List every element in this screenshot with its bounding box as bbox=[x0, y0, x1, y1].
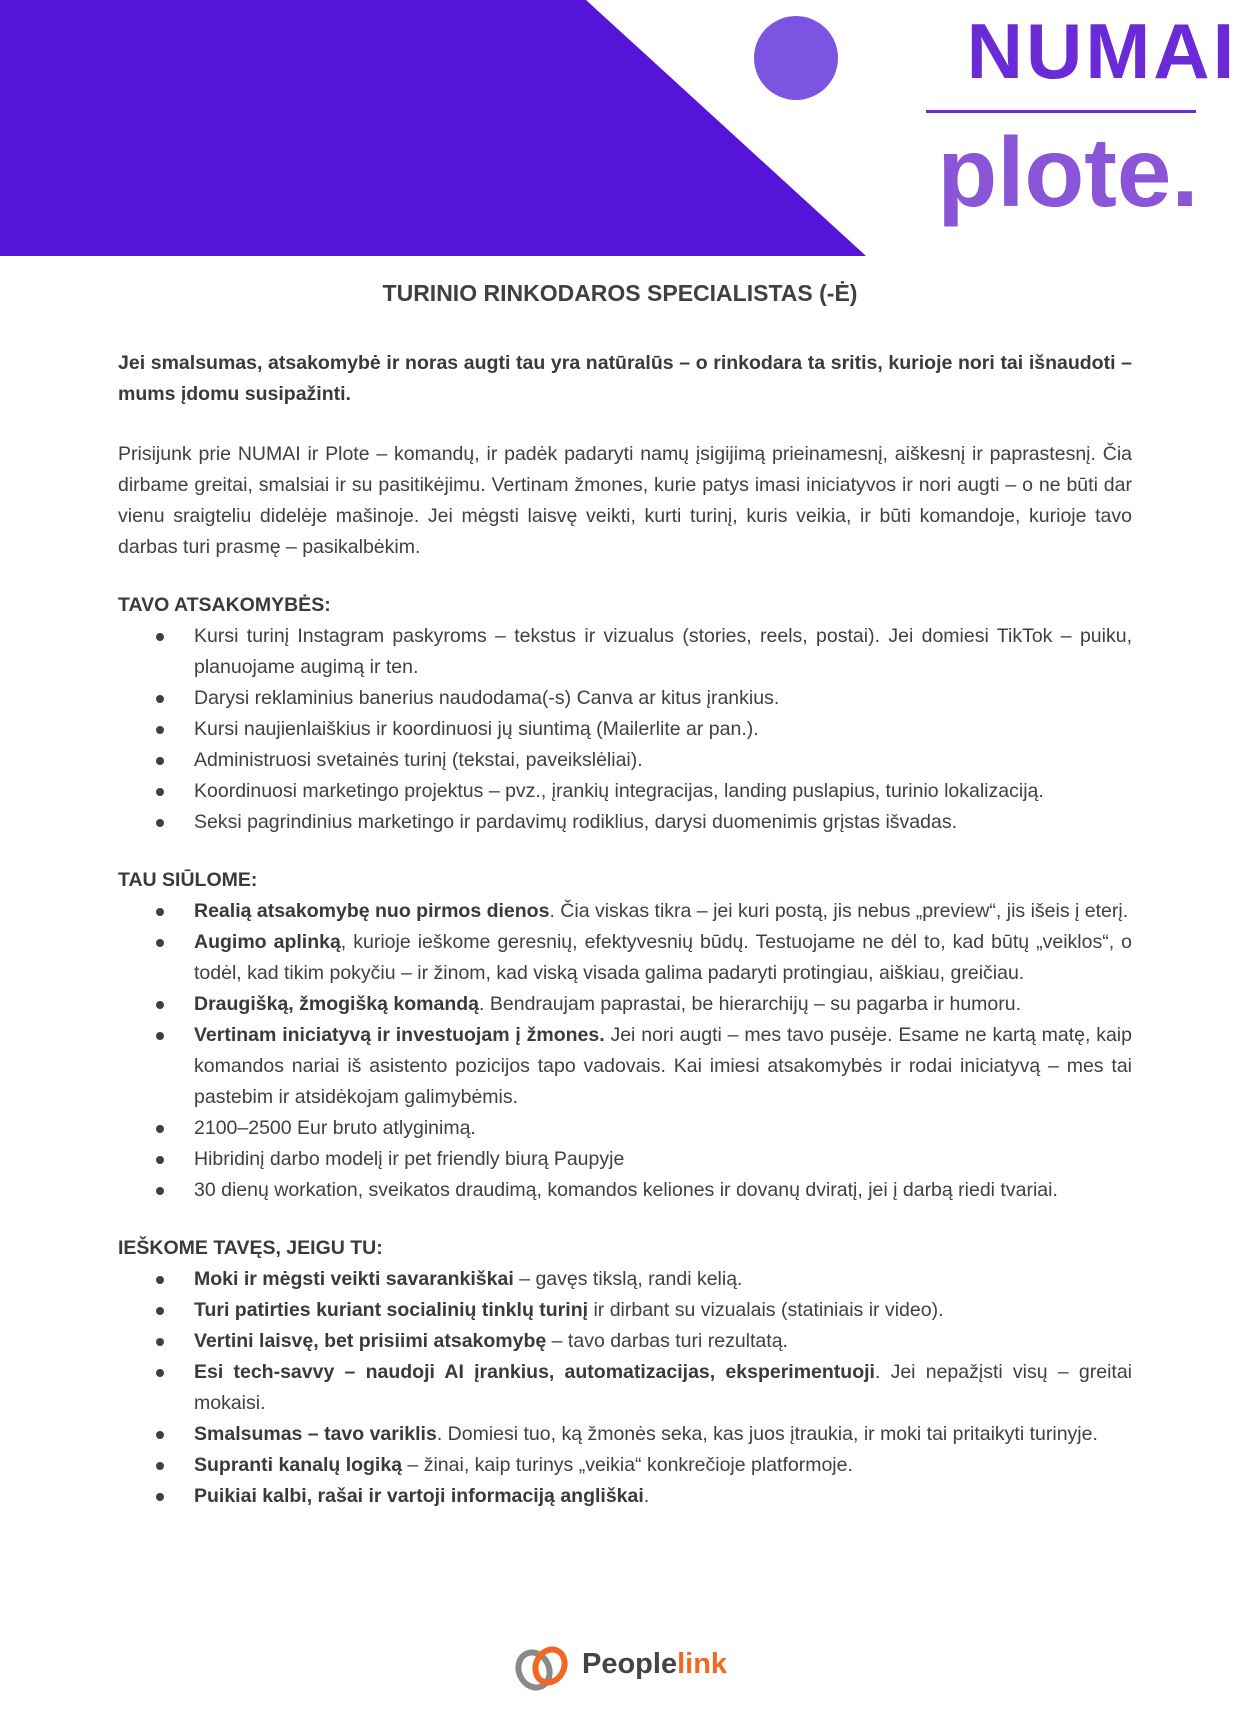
offer-list bbox=[118, 896, 1132, 1206]
brand-logos bbox=[0, 0, 1240, 256]
intro-lead: Jei smalsumas, atsakomybė ir noras augti tau yra natūralūs – o rinkodara ta sritis, kurioje nori tai išnaudoti – mums įdomu susipažinti. bbox=[118, 352, 1132, 405]
list-item: Vertinam iniciatyvą ir investuojam į žmones. Jei nori augti – mes tavo pusėje. Esame ne kartą matę, kaip komandos nariai iš asistento pozicijos tapo vadovais. Kai imiesi atsakomybės ir rodai iniciatyvą – mes tai pastebim ir atsidėkojam galimybėmis. bbox=[118, 1020, 1132, 1113]
bullet-icon bbox=[156, 1493, 164, 1501]
seeking-heading: IEŠKOME TAVĘS, JEIGU TU: bbox=[118, 1237, 383, 1259]
list-item: Puikiai kalbi, rašai ir vartoji informaciją angliškai. bbox=[118, 1481, 1132, 1512]
list-item: Seksi pagrindinius marketingo ir pardavimų rodiklius, darysi duomenimis grįstas išvadas. bbox=[118, 807, 1132, 838]
logo-divider bbox=[926, 110, 1196, 113]
bullet-icon bbox=[156, 1462, 164, 1470]
list-item: Hibridinį darbo modelį ir pet friendly biurą Paupyje bbox=[118, 1144, 1132, 1175]
numai-logo: NUMAI bbox=[966, 7, 1238, 95]
list-item: Moki ir mėgsti veikti savarankiškai – gavęs tikslą, randi kelią. bbox=[118, 1264, 1132, 1295]
bullet-icon bbox=[156, 695, 164, 703]
plote-logo: plote. bbox=[937, 117, 1199, 227]
bullet-icon bbox=[156, 1431, 164, 1439]
job-content bbox=[118, 348, 1132, 1512]
responsibilities-heading: TAVO ATSAKOMYBĖS: bbox=[118, 594, 331, 616]
bullet-icon bbox=[156, 1187, 164, 1195]
list-item: 30 dienų workation, sveikatos draudimą, komandos keliones ir dovanų dviratį, jei į darbą riedi tvariai. bbox=[118, 1175, 1132, 1206]
bullet-icon bbox=[156, 1276, 164, 1284]
responsibilities-list bbox=[118, 621, 1132, 838]
bullet-icon bbox=[156, 1032, 164, 1040]
intro-body: Prisijunk prie NUMAI ir Plote – komandų, ir padėk padaryti namų įsigijimą prieinamesnį, aiškesnį ir paprastesnį. Čia dirbame greitai, smalsiai ir su pasitikėjimu. Vertinam žmones, kurie patys imasi iniciatyvos ir nori augti – o ne būti dar vienu sraigteliu didelėje mašinoje. Jei mėgsti laisvę veikti, kurti turinį, kuris veikia, ir būti komandoje, kurioje tavo darbas turi prasmę – pasikalbėkim. bbox=[118, 443, 1132, 558]
peoplelink-logo bbox=[510, 1640, 750, 1696]
bullet-icon bbox=[156, 633, 164, 641]
bullet-icon bbox=[156, 1125, 164, 1133]
peoplelink-wordmark: Peoplelink bbox=[582, 1648, 728, 1680]
list-item: Darysi reklaminius banerius naudodama(-s) Canva ar kitus įrankius. bbox=[118, 683, 1132, 714]
bullet-icon bbox=[156, 939, 164, 947]
peoplelink-mark-icon bbox=[510, 1640, 574, 1696]
bullet-icon bbox=[156, 1001, 164, 1009]
job-title: TURINIO RINKODAROS SPECIALISTAS (-Ė) bbox=[382, 280, 858, 306]
bullet-icon bbox=[156, 726, 164, 734]
list-item: Augimo aplinką, kurioje ieškome geresnių, efektyvesnių būdų. Testuojame ne dėl to, kad būtų „veiklos“, o todėl, kad tikim pokyčiu – ir žinom, kad viską visada galima padaryti protingiau, aiškiau, greičiau. bbox=[118, 927, 1132, 989]
bullet-icon bbox=[156, 908, 164, 916]
bullet-icon bbox=[156, 819, 164, 827]
bullet-icon bbox=[156, 757, 164, 765]
list-item: Draugišką, žmogišką komandą. Bendraujam paprastai, be hierarchijų – su pagarba ir humoru. bbox=[118, 989, 1132, 1020]
list-item: Esi tech-savvy – naudoji AI įrankius, automatizacijas, eksperimentuoji. Jei nepažįsti visų – greitai mokaisi. bbox=[118, 1357, 1132, 1419]
list-item: Koordinuosi marketingo projektus – pvz., įrankių integracijas, landing puslapius, turinio lokalizaciją. bbox=[118, 776, 1132, 807]
list-item: Kursi turinį Instagram paskyroms – tekstus ir vizualus (stories, reels, postai). Jei domiesi TikTok – puiku, planuojame augimą ir ten. bbox=[118, 621, 1132, 683]
list-item: Administruosi svetainės turinį (tekstai, paveikslėliai). bbox=[118, 745, 1132, 776]
list-item: Vertini laisvę, bet prisiimi atsakomybę – tavo darbas turi rezultatą. bbox=[118, 1326, 1132, 1357]
list-item: Smalsumas – tavo variklis. Domiesi tuo, ką žmonės seka, kas juos įtraukia, ir moki tai pritaikyti turinyje. bbox=[118, 1419, 1132, 1450]
offer-heading: TAU SIŪLOME: bbox=[118, 869, 258, 891]
bullet-icon bbox=[156, 1307, 164, 1315]
bullet-icon bbox=[156, 788, 164, 796]
list-item: Turi patirties kuriant socialinių tinklų turinį ir dirbant su vizualais (statiniais ir video). bbox=[118, 1295, 1132, 1326]
list-item: Realią atsakomybę nuo pirmos dienos. Čia viskas tikra – jei kuri postą, jis nebus „preview“, jis išeis į eterį. bbox=[118, 896, 1132, 927]
list-item: Supranti kanalų logiką – žinai, kaip turinys „veikia“ konkrečioje platformoje. bbox=[118, 1450, 1132, 1481]
bullet-icon bbox=[156, 1156, 164, 1164]
bullet-icon bbox=[156, 1338, 164, 1346]
list-item: Kursi naujienlaiškius ir koordinuosi jų siuntimą (Mailerlite ar pan.). bbox=[118, 714, 1132, 745]
list-item: 2100–2500 Eur bruto atlyginimą. bbox=[118, 1113, 1132, 1144]
seeking-list bbox=[118, 1264, 1132, 1512]
bullet-icon bbox=[156, 1369, 164, 1377]
